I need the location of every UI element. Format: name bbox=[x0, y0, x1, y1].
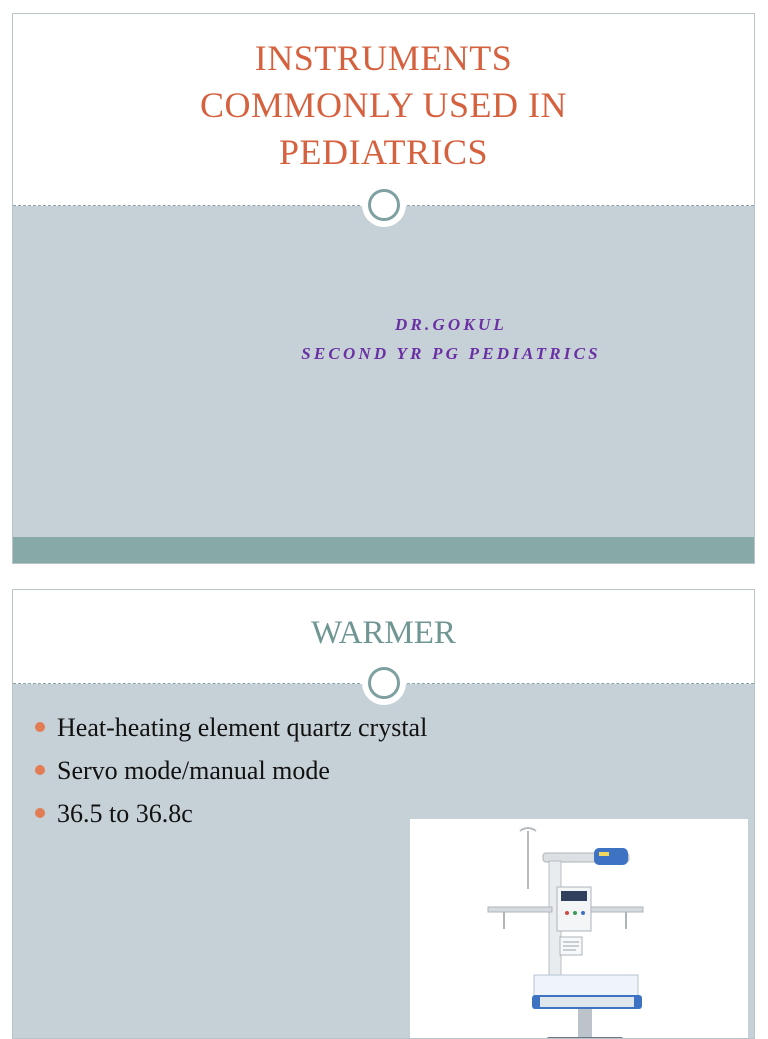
footer-bar bbox=[13, 537, 754, 563]
slide-title bbox=[13, 35, 754, 176]
ring-ornament-icon bbox=[362, 661, 406, 705]
bullet-dot-icon bbox=[35, 722, 45, 732]
slide-title: WARMER bbox=[311, 615, 456, 651]
author-block bbox=[271, 310, 631, 368]
list-item bbox=[33, 792, 427, 835]
bullet-text: Heat-heating element quartz crystal bbox=[57, 713, 428, 742]
bullet-text: Servo mode/manual mode bbox=[57, 756, 330, 785]
warmer-slide bbox=[12, 589, 755, 1039]
ring-ornament-icon bbox=[362, 183, 406, 227]
list-item bbox=[33, 706, 427, 749]
title-slide bbox=[12, 13, 755, 564]
title-line: PEDIATRICS bbox=[278, 132, 489, 172]
author-designation: SECOND YR PG PEDIATRICS bbox=[301, 344, 601, 363]
bullet-dot-icon bbox=[35, 765, 45, 775]
title-line: COMMONLY USED IN bbox=[199, 85, 568, 125]
title-line: INSTRUMENTS bbox=[254, 38, 513, 78]
author-name: DR.GOKUL bbox=[394, 315, 508, 334]
list-item bbox=[33, 749, 427, 792]
radiant-warmer-photo bbox=[410, 819, 748, 1039]
title-area bbox=[13, 14, 754, 206]
bullet-list bbox=[33, 706, 427, 835]
bullet-text: 36.5 to 36.8c bbox=[57, 799, 193, 828]
bullet-dot-icon bbox=[35, 808, 45, 818]
radiant-warmer-illustration bbox=[410, 819, 748, 1039]
